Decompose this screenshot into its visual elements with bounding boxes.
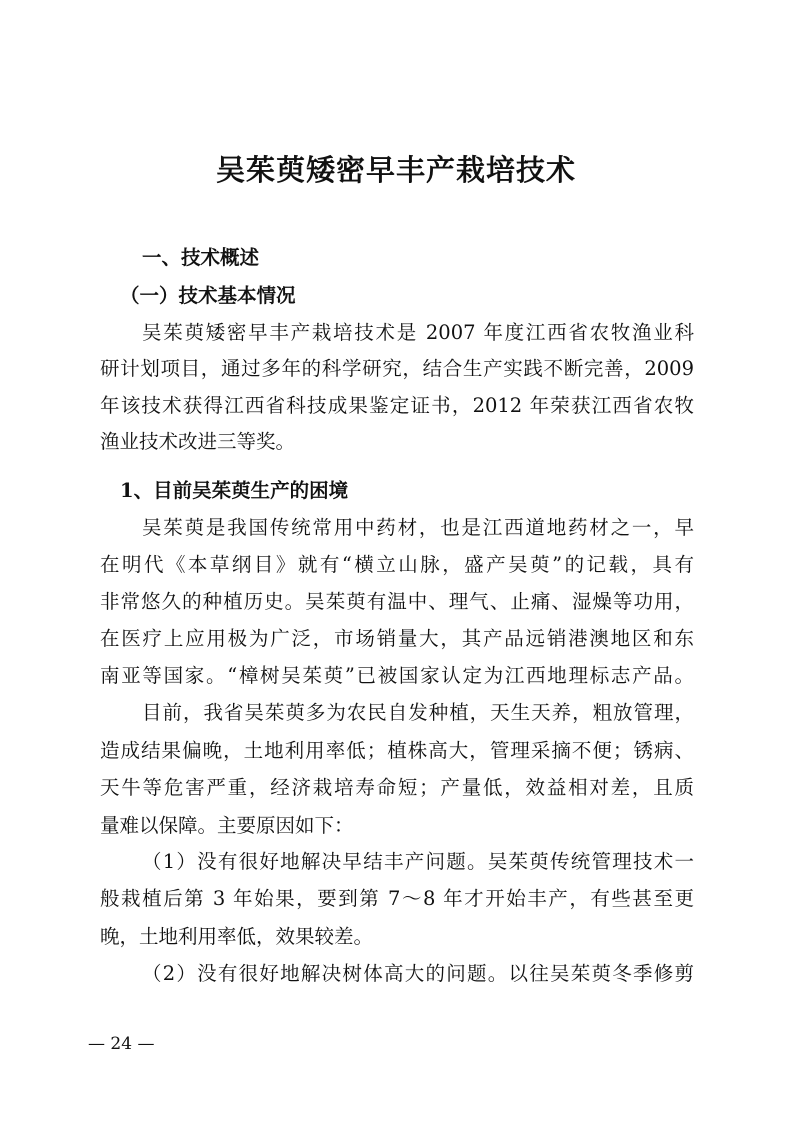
section-heading: 1、目前吴茱萸生产的困境: [120, 479, 349, 502]
paragraph-line: 年该技术获得江西省科技成果鉴定证书，2012 年荣获江西省农牧: [100, 394, 694, 417]
paragraph-line: 目前，我省吴茱萸多为农民自发种植，天生天养，粗放管理，: [142, 701, 694, 724]
paragraph-line: 吴茱萸矮密早丰产栽培技术是 2007 年度江西省农牧渔业科: [142, 321, 694, 344]
paragraph-line: 般栽植后第 3 年始果，要到第 7～8 年才开始丰产，有些甚至更: [100, 887, 694, 910]
paragraph-line: （1）没有很好地解决早结丰产问题。吴茱萸传统管理技术一: [142, 850, 694, 873]
paragraph-line: 南亚等国家。“樟树吴茱萸”已被国家认定为江西地理标志产品。: [100, 664, 694, 687]
paragraph-line: 量难以保障。主要原因如下：: [100, 814, 354, 837]
paragraph-line: 在医疗上应用极为广泛，市场销量大，其产品远销港澳地区和东: [100, 627, 694, 650]
paragraph-line: 天牛等危害严重，经济栽培寿命短；产量低，效益相对差，且质: [100, 776, 694, 799]
paragraph-line: 在明代《本草纲目》就有“横立山脉，盛产吴萸”的记载，具有: [100, 553, 694, 576]
page-number: — 24 —: [88, 1034, 155, 1054]
paragraph-line: （2）没有很好地解决树体高大的问题。以往吴茱萸冬季修剪: [142, 962, 694, 985]
paragraph-line: 非常悠久的种植历史。吴茱萸有温中、理气、止痛、湿燥等功用，: [100, 590, 694, 613]
document-title: 吴茱萸矮密早丰产栽培技术: [215, 153, 576, 187]
paragraph-line: 渔业技术改进三等奖。: [100, 430, 296, 453]
paragraph-line: 吴茱萸是我国传统常用中药材，也是江西道地药材之一，早: [142, 516, 694, 539]
section-heading: 一、技术概述: [142, 246, 260, 269]
paragraph-line: 晚，土地利用率低，效果较差。: [100, 925, 374, 948]
paragraph-line: 研计划项目，通过多年的科学研究，结合生产实践不断完善，2009: [100, 357, 694, 380]
paragraph-line: 造成结果偏晚，土地利用率低；植株高大，管理采摘不便；锈病、: [100, 739, 694, 762]
section-heading: （一）技术基本情况: [120, 284, 296, 307]
